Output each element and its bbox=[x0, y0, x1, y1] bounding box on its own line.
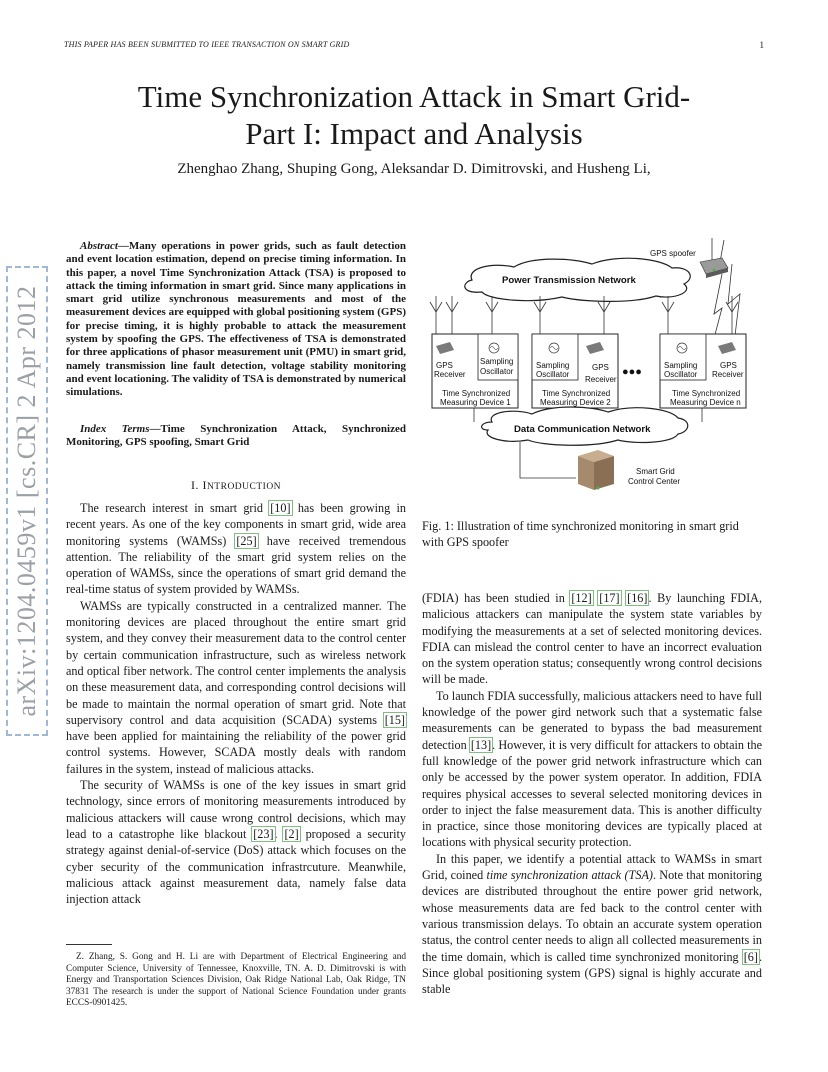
citation-link[interactable]: [13] bbox=[470, 737, 492, 752]
arxiv-stamp-text: arXiv:1204.0459v1 [cs.CR] 2 Apr 2012 bbox=[12, 285, 41, 717]
footnote: Z. Zhang, S. Gong and H. Li are with Department of Electrical Engineering and Computer Science, University of Tennessee, Knoxville, TN. A. D. Dimitrovski is with Energy and Transportation Sciences Division, Oak Ridge National Lab, Oak Ridge, TN 37831 The research is under the support of National Science Foundation under grants ECCS-0901425. bbox=[66, 952, 406, 1008]
server-icon bbox=[578, 450, 614, 490]
section-number: I. bbox=[190, 478, 199, 492]
sampling-label: Sampling bbox=[480, 357, 514, 366]
measuring-device-1 bbox=[432, 334, 518, 408]
title-line-1: Time Synchronization Attack in Smart Grid- bbox=[137, 79, 691, 114]
oscillator-label: Oscillator bbox=[664, 370, 698, 379]
text-run: . Note that monitoring devices are distributed throughout the entire power grid network, whose measurements data are fed back to the control center with various transmission delays. To obtain an accurate system operation status, the control center needs to align all collected measurements in the time domain, which is called time synchronized monitoring bbox=[422, 868, 763, 964]
time-sync-label: Time Synchronized bbox=[542, 389, 611, 398]
citation-link[interactable]: [6] bbox=[743, 949, 758, 964]
citation-link[interactable]: [17] bbox=[599, 591, 620, 605]
oscillator-label: Oscillator bbox=[480, 367, 514, 376]
spoof-signal-icon bbox=[728, 264, 740, 344]
citation-link[interactable]: [23] bbox=[253, 826, 274, 841]
abstract-text: —Many operations in power grids, such as fault detection and event location estimation, depend on precise timing information. In this paper, a novel Time Synchronization Attack (TSA) is proposed to attack the timing information in smart grid. Since many applications in smart grid utilize synchronous measurements and most of the measurement devices are equipped with global positioning system (GPS) for precise timing, it is highly probable to attack the measurement system by spoofing the GPS. The effectiveness of TSA is demonstrated for three applications of phasor measurement unit (PMU) in smart grid, namely transmission line fault detection, voltage stability monitoring and event locationing. The validity of TSA is demonstrated by numerical simulations. bbox=[66, 240, 406, 399]
sampling-label: Sampling bbox=[664, 361, 698, 370]
text-run: WAMSs are typically constructed in a centralized manner. The monitoring devices are placed throughout the entire smart grid system, and they convey their measurement data to the control center by certain communication infrastructure, such as wireless network and optical fiber network. The control center implements the analysis on these measurement data, and corresponding control decisions will be made to maintain the normal operation of smart grid. Note that supervisory control and data acquisition (SCADA) systems bbox=[66, 598, 406, 727]
gps-label: GPS bbox=[436, 361, 453, 370]
time-sync-label: Time Synchronized bbox=[442, 389, 511, 398]
gps-label: GPS bbox=[592, 363, 609, 372]
section-heading-introduction bbox=[66, 478, 406, 493]
footnote-rule bbox=[66, 944, 112, 945]
citation-link[interactable]: [10] bbox=[270, 501, 291, 515]
receiver-label: Receiver bbox=[434, 370, 466, 379]
emphasis-term: time synchronization attack (TSA) bbox=[486, 868, 653, 883]
index-terms bbox=[66, 423, 406, 450]
control-center-label: Control Center bbox=[628, 477, 681, 486]
receiver-label: Receiver bbox=[712, 370, 744, 379]
paragraph bbox=[422, 590, 762, 688]
device-n-label: Measuring Device n bbox=[670, 398, 741, 407]
paragraph bbox=[422, 688, 762, 851]
text-run: have been applied for maintaining the reliability of the power grid control systems. However, SCADA mostly deals with random failures in the system, instead of malicious attacks. bbox=[66, 729, 406, 776]
running-header: THIS PAPER HAS BEEN SUBMITTED TO IEEE TRANSACTION ON SMART GRID bbox=[64, 40, 350, 49]
section-title-initial: I bbox=[202, 478, 207, 492]
citation-link[interactable]: [15] bbox=[384, 712, 405, 727]
text-run: . However, it is very difficult for attackers to obtain the full knowledge of the power grid network infrastructure which can only be accessed by the power system operator. In addition, FDIA requires physical accesses to several selected monitoring devices in order to inject the false measurement data. This is another difficulty in practice, since those monitoring devices are typically placed at locations with physical security protection. bbox=[422, 737, 763, 850]
gps-spoofer-icon bbox=[700, 238, 728, 278]
device-2-label: Measuring Device 2 bbox=[540, 398, 611, 407]
arxiv-stamp-link[interactable] bbox=[6, 266, 48, 736]
index-terms-label: Index Terms bbox=[80, 423, 150, 435]
gps-label: GPS bbox=[720, 361, 737, 370]
paragraph bbox=[66, 598, 406, 777]
paper-title bbox=[0, 78, 828, 152]
citation-link[interactable]: [16] bbox=[627, 591, 648, 605]
measuring-device-2 bbox=[532, 334, 618, 408]
paragraph bbox=[66, 777, 406, 907]
left-column-body bbox=[66, 500, 406, 907]
text-run: . bbox=[274, 826, 284, 841]
text-run: proposed a security strategy against denial-of-service (DoS) attack which focuses on the cyber security of the communication infrastrcuture. Meanwhile, malicious attack against measurement data, namely false data injection attack bbox=[66, 826, 407, 907]
text-run: The security of WAMSs is one of the key issues in smart grid technology, since errors of monitoring measurements introduced by malicious attackers will cause wrong control decisions, which may lead to a catastrophe like blackout bbox=[66, 778, 406, 841]
text-run: To launch FDIA successfully, malicious attackers need to have full knowledge of the power gird network such that a systematic false measurements can be generated to bypass the bad measurement detection bbox=[422, 688, 762, 752]
abstract-label: Abstract bbox=[80, 240, 118, 252]
text-run: have received tremendous attention. The reliability of the smart grid system relies on the operation of WAMSs, since the operations of smart grid demand the real-time status of system provided by WAMSs. bbox=[66, 533, 406, 597]
figure-1-diagram bbox=[422, 234, 762, 502]
section-title-rest: NTRODUCTION bbox=[206, 482, 282, 492]
gps-spoofer-label: GPS spoofer bbox=[650, 249, 696, 258]
measuring-device-n bbox=[660, 334, 746, 408]
receiver-label: Receiver bbox=[585, 375, 617, 384]
paragraph bbox=[422, 851, 762, 998]
citation-link[interactable]: [2] bbox=[284, 826, 299, 841]
text-run: . By launching FDIA, malicious attackers can manipulate the system state variables by modifying the measurements at a set of selected monitoring devices. FDIA can mislead the control center to have an incorrect evaluation on the system operation status; consequently wrong control decisions will be made. bbox=[422, 591, 763, 687]
text-run: has been growing in recent years. As one of the key components in smart grid, wide area monitoring systems (WAMSs) bbox=[66, 501, 406, 548]
author-list: Zhenghao Zhang, Shuping Gong, Aleksandar D. Dimitrovski, and Husheng Li, bbox=[177, 161, 651, 177]
device-1-label: Measuring Device 1 bbox=[440, 398, 511, 407]
title-line-2: Part I: Impact and Analysis bbox=[245, 116, 583, 151]
text-run: . Since global positioning system (GPS) signal is highly accurate and stable bbox=[422, 949, 762, 997]
smart-grid-label: Smart Grid bbox=[636, 467, 675, 476]
data-network-label: Data Communication Network bbox=[514, 424, 651, 435]
ellipsis-dots: ●●● bbox=[622, 366, 642, 378]
power-network-label: Power Transmission Network bbox=[502, 275, 636, 286]
abstract bbox=[66, 240, 406, 400]
control-link bbox=[520, 442, 576, 478]
figure-caption: Fig. 1: Illustration of time synchronized monitoring in smart grid with GPS spoofer bbox=[422, 519, 739, 550]
text-run: (FDIA) has been studied in bbox=[422, 591, 571, 605]
text-run: In this paper, we identify a potential attack to WAMSs in smart Grid, coined bbox=[422, 851, 762, 883]
citation-link[interactable]: [25] bbox=[236, 533, 257, 548]
sampling-label: Sampling bbox=[536, 361, 570, 370]
index-terms-text: —Time Synchronization Attack, Synchronized Monitoring, GPS spoofing, Smart Grid bbox=[66, 423, 406, 449]
citation-link[interactable]: [12] bbox=[571, 591, 592, 605]
time-sync-label: Time Synchronized bbox=[672, 389, 741, 398]
oscillator-label: Oscillator bbox=[536, 370, 570, 379]
page-number: 1 bbox=[759, 40, 764, 50]
paragraph bbox=[66, 500, 406, 598]
right-column-body bbox=[422, 590, 762, 997]
text-run: The research interest in smart grid bbox=[80, 501, 270, 515]
